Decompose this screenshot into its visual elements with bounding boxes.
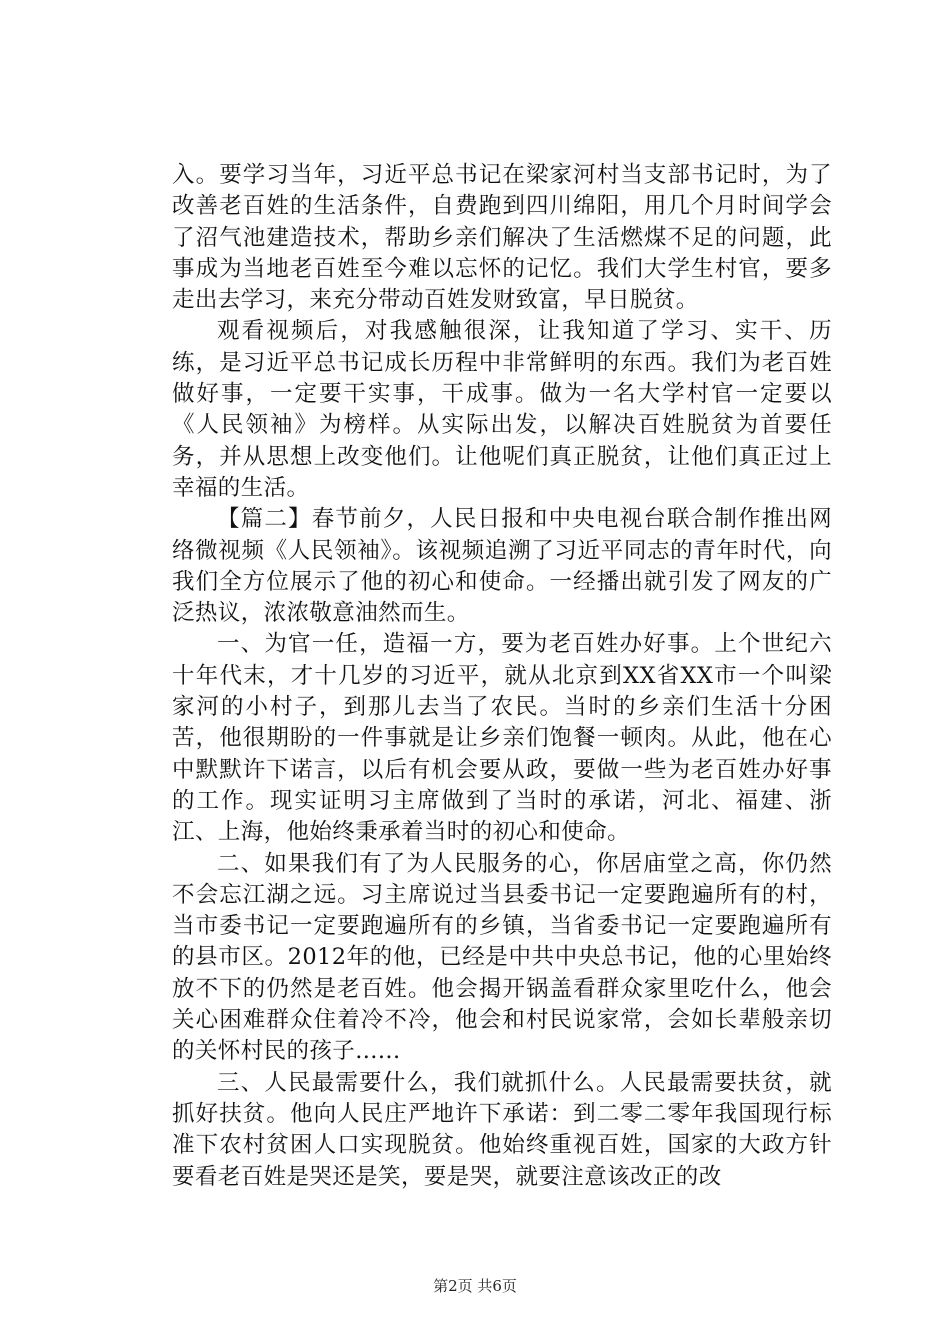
paragraph-point-one: 一、为官一任，造福一方，要为老百姓办好事。上个世纪六十年代末，才十几岁的习近平，就从北京到XX省XX市一个叫梁家河的小村子，到那儿去当了农民。当时的乡亲们生活十分困苦，他很期盼的一件事就是让乡亲们饱餐一顿肉。从此，他在心中默默许下诺言，以后有机会要从政，要做一些为老百姓办好事的工作。现实证明习主席做到了当时的承诺，河北、福建、浙江、上海，他始终秉承着当时的初心和使命。 xyxy=(172,631,832,846)
paragraph-reflection: 观看视频后，对我感触很深，让我知道了学习、实干、历练，是习近平总书记成长历程中非常鲜明的东西。我们为老百姓做好事，一定要干实事，干成事。做为一名大学村官一定要以《人民领袖》为榜样。从实际出发，以解决百姓脱贫为首要任务，并从思想上改变他们。让他呢们真正脱贫，让他们真正过上幸福的生活。 xyxy=(172,318,832,501)
paragraph-continuation: 入。要学习当年，习近平总书记在梁家河村当支部书记时，为了改善老百姓的生活条件，自费跑到四川绵阳，用几个月时间学会了沼气池建造技术，帮助乡亲们解决了生活燃煤不足的问题，此事成为当地老百姓至今难以忘怀的记忆。我们大学生村官，要多走出去学习，来充分带动百姓发财致富，早日脱贫。 xyxy=(172,162,832,314)
document-body xyxy=(172,160,832,1193)
paragraph-point-three: 三、人民最需要什么，我们就抓什么。人民最需要扶贫，就抓好扶贫。他向人民庄严地许下承诺：到二零二零年我国现行标准下农村贫困人口实现脱贫。他始终重视百姓，国家的大政方针要看老百姓是哭还是笑，要是哭，就要注意该改正的改 xyxy=(172,1069,832,1190)
paragraph-point-two: 二、如果我们有了为人民服务的心，你居庙堂之高，你仍然不会忘江湖之远。习主席说过当县委书记一定要跑遍所有的村，当市委书记一定要跑遍所有的乡镇，当省委书记一定要跑遍所有的县市区。2012年的他，已经是中共中央总书记，他的心里始终放不下的仍然是老百姓。他会揭开锅盖看群众家里吃什么，他会关心困难群众住着冷不冷，他会和村民说家常，会如长辈般亲切的关怀村民的孩子...... xyxy=(172,850,832,1065)
page-number-footer: 第2页 共6页 xyxy=(433,1277,517,1295)
paragraph-part-two-intro: 【篇二】春节前夕，人民日报和中央电视台联合制作推出网络微视频《人民领袖》。该视频追溯了习近平同志的青年时代，向我们全方位展示了他的初心和使命。一经播出就引发了网友的广泛热议，浓浓敬意油然而生。 xyxy=(172,506,832,627)
